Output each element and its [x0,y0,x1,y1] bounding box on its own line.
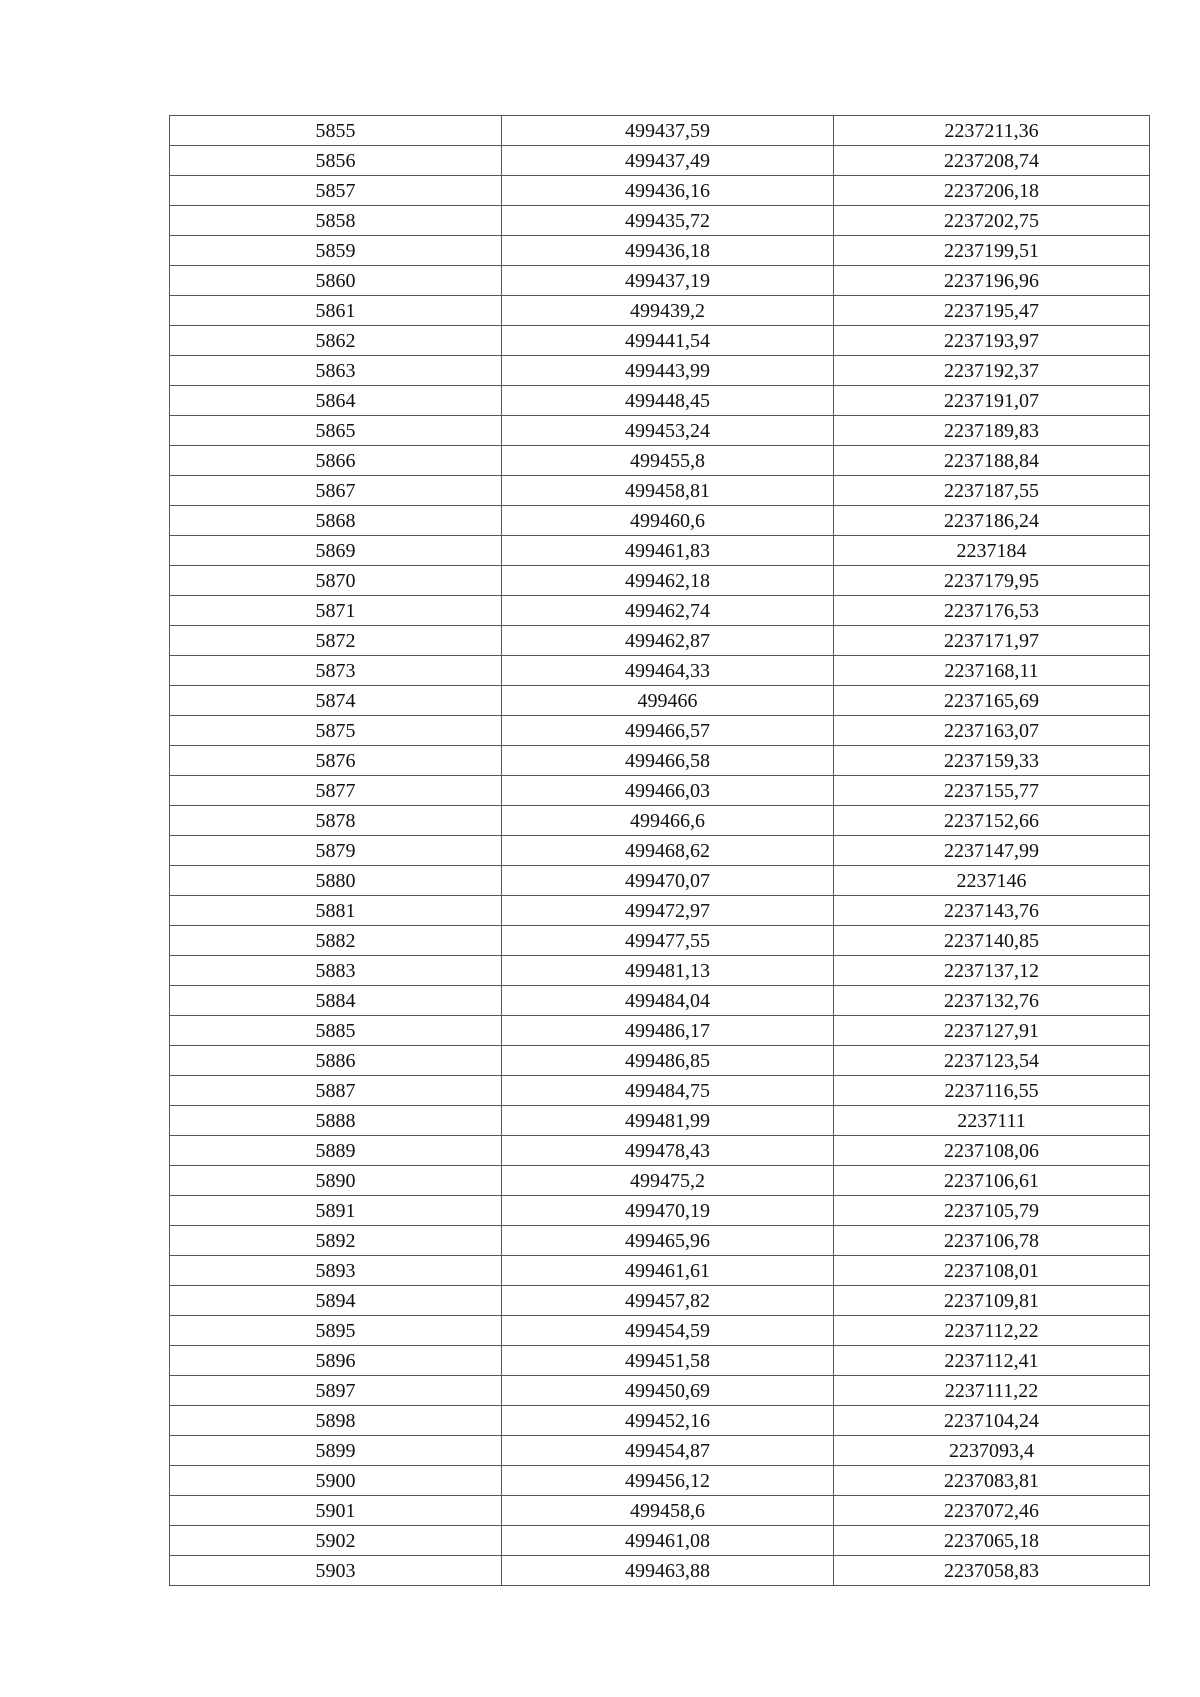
y-coordinate-cell: 2237159,33 [834,746,1150,776]
x-coordinate-cell: 499466,03 [502,776,834,806]
point-number-cell: 5857 [170,176,502,206]
x-coordinate-cell: 499443,99 [502,356,834,386]
y-coordinate-cell: 2237168,11 [834,656,1150,686]
table-row [170,716,1150,746]
y-coordinate-cell: 2237208,74 [834,146,1150,176]
point-number-cell: 5893 [170,1256,502,1286]
x-coordinate-cell: 499468,62 [502,836,834,866]
y-coordinate-cell: 2237108,01 [834,1256,1150,1286]
point-number-cell: 5898 [170,1406,502,1436]
x-coordinate-cell: 499453,24 [502,416,834,446]
x-coordinate-cell: 499466 [502,686,834,716]
table-row [170,1526,1150,1556]
y-coordinate-cell: 2237196,96 [834,266,1150,296]
y-coordinate-cell: 2237143,76 [834,896,1150,926]
x-coordinate-cell: 499470,19 [502,1196,834,1226]
point-number-cell: 5892 [170,1226,502,1256]
y-coordinate-cell: 2237127,91 [834,1016,1150,1046]
point-number-cell: 5903 [170,1556,502,1586]
table-row [170,566,1150,596]
y-coordinate-cell: 2237105,79 [834,1196,1150,1226]
point-number-cell: 5876 [170,746,502,776]
y-coordinate-cell: 2237187,55 [834,476,1150,506]
y-coordinate-cell: 2237116,55 [834,1076,1150,1106]
x-coordinate-cell: 499455,8 [502,446,834,476]
point-number-cell: 5860 [170,266,502,296]
table-row [170,1046,1150,1076]
point-number-cell: 5884 [170,986,502,1016]
x-coordinate-cell: 499454,87 [502,1436,834,1466]
point-number-cell: 5896 [170,1346,502,1376]
x-coordinate-cell: 499461,61 [502,1256,834,1286]
point-number-cell: 5886 [170,1046,502,1076]
table-row [170,806,1150,836]
point-number-cell: 5874 [170,686,502,716]
table-row [170,896,1150,926]
table-row [170,956,1150,986]
point-number-cell: 5889 [170,1136,502,1166]
x-coordinate-cell: 499458,6 [502,1496,834,1526]
table-row [170,1256,1150,1286]
table-row [170,1406,1150,1436]
table-row [170,986,1150,1016]
x-coordinate-cell: 499437,19 [502,266,834,296]
x-coordinate-cell: 499461,08 [502,1526,834,1556]
point-number-cell: 5885 [170,1016,502,1046]
y-coordinate-cell: 2237058,83 [834,1556,1150,1586]
table-row [170,326,1150,356]
x-coordinate-cell: 499435,72 [502,206,834,236]
table-row [170,1496,1150,1526]
x-coordinate-cell: 499457,82 [502,1286,834,1316]
y-coordinate-cell: 2237140,85 [834,926,1150,956]
table-row [170,1316,1150,1346]
table-row [170,1076,1150,1106]
point-number-cell: 5856 [170,146,502,176]
point-number-cell: 5859 [170,236,502,266]
x-coordinate-cell: 499484,04 [502,986,834,1016]
y-coordinate-cell: 2237112,41 [834,1346,1150,1376]
y-coordinate-cell: 2237189,83 [834,416,1150,446]
point-number-cell: 5868 [170,506,502,536]
table-row [170,926,1150,956]
point-number-cell: 5872 [170,626,502,656]
x-coordinate-cell: 499470,07 [502,866,834,896]
x-coordinate-cell: 499436,18 [502,236,834,266]
x-coordinate-cell: 499466,57 [502,716,834,746]
table-row [170,386,1150,416]
table-row [170,266,1150,296]
y-coordinate-cell: 2237163,07 [834,716,1150,746]
x-coordinate-cell: 499462,87 [502,626,834,656]
y-coordinate-cell: 2237202,75 [834,206,1150,236]
y-coordinate-cell: 2237065,18 [834,1526,1150,1556]
table-row [170,1466,1150,1496]
coordinates-table-body [170,116,1150,1586]
x-coordinate-cell: 499466,6 [502,806,834,836]
x-coordinate-cell: 499450,69 [502,1376,834,1406]
point-number-cell: 5901 [170,1496,502,1526]
table-row [170,836,1150,866]
x-coordinate-cell: 499486,17 [502,1016,834,1046]
table-row [170,1196,1150,1226]
x-coordinate-cell: 499454,59 [502,1316,834,1346]
x-coordinate-cell: 499465,96 [502,1226,834,1256]
y-coordinate-cell: 2237192,37 [834,356,1150,386]
table-row [170,176,1150,206]
table-row [170,1226,1150,1256]
point-number-cell: 5899 [170,1436,502,1466]
point-number-cell: 5879 [170,836,502,866]
table-row [170,1556,1150,1586]
point-number-cell: 5887 [170,1076,502,1106]
point-number-cell: 5881 [170,896,502,926]
y-coordinate-cell: 2237206,18 [834,176,1150,206]
table-row [170,116,1150,146]
x-coordinate-cell: 499462,74 [502,596,834,626]
x-coordinate-cell: 499475,2 [502,1166,834,1196]
table-row [170,596,1150,626]
x-coordinate-cell: 499472,97 [502,896,834,926]
point-number-cell: 5894 [170,1286,502,1316]
point-number-cell: 5883 [170,956,502,986]
x-coordinate-cell: 499437,49 [502,146,834,176]
y-coordinate-cell: 2237106,78 [834,1226,1150,1256]
y-coordinate-cell: 2237188,84 [834,446,1150,476]
y-coordinate-cell: 2237186,24 [834,506,1150,536]
y-coordinate-cell: 2237147,99 [834,836,1150,866]
table-row [170,1106,1150,1136]
x-coordinate-cell: 499436,16 [502,176,834,206]
coordinates-table [169,115,1150,1586]
point-number-cell: 5891 [170,1196,502,1226]
x-coordinate-cell: 499460,6 [502,506,834,536]
point-number-cell: 5890 [170,1166,502,1196]
table-row [170,236,1150,266]
table-row [170,146,1150,176]
point-number-cell: 5875 [170,716,502,746]
x-coordinate-cell: 499448,45 [502,386,834,416]
x-coordinate-cell: 499481,13 [502,956,834,986]
point-number-cell: 5865 [170,416,502,446]
y-coordinate-cell: 2237165,69 [834,686,1150,716]
table-row [170,296,1150,326]
y-coordinate-cell: 2237109,81 [834,1286,1150,1316]
table-row [170,1016,1150,1046]
point-number-cell: 5877 [170,776,502,806]
table-row [170,1286,1150,1316]
y-coordinate-cell: 2237193,97 [834,326,1150,356]
table-row [170,506,1150,536]
y-coordinate-cell: 2237137,12 [834,956,1150,986]
y-coordinate-cell: 2237104,24 [834,1406,1150,1436]
y-coordinate-cell: 2237108,06 [834,1136,1150,1166]
point-number-cell: 5867 [170,476,502,506]
point-number-cell: 5902 [170,1526,502,1556]
y-coordinate-cell: 2237184 [834,536,1150,566]
y-coordinate-cell: 2237112,22 [834,1316,1150,1346]
y-coordinate-cell: 2237132,76 [834,986,1150,1016]
point-number-cell: 5862 [170,326,502,356]
x-coordinate-cell: 499439,2 [502,296,834,326]
point-number-cell: 5900 [170,1466,502,1496]
x-coordinate-cell: 499441,54 [502,326,834,356]
table-row [170,206,1150,236]
point-number-cell: 5888 [170,1106,502,1136]
x-coordinate-cell: 499458,81 [502,476,834,506]
table-row [170,776,1150,806]
point-number-cell: 5863 [170,356,502,386]
table-row [170,1346,1150,1376]
x-coordinate-cell: 499452,16 [502,1406,834,1436]
y-coordinate-cell: 2237211,36 [834,116,1150,146]
x-coordinate-cell: 499464,33 [502,656,834,686]
table-row [170,686,1150,716]
x-coordinate-cell: 499463,88 [502,1556,834,1586]
y-coordinate-cell: 2237195,47 [834,296,1150,326]
point-number-cell: 5858 [170,206,502,236]
table-row [170,656,1150,686]
point-number-cell: 5895 [170,1316,502,1346]
y-coordinate-cell: 2237111,22 [834,1376,1150,1406]
table-row [170,1136,1150,1166]
table-row [170,1436,1150,1466]
table-row [170,626,1150,656]
point-number-cell: 5866 [170,446,502,476]
table-row [170,446,1150,476]
y-coordinate-cell: 2237179,95 [834,566,1150,596]
table-row [170,746,1150,776]
y-coordinate-cell: 2237111 [834,1106,1150,1136]
x-coordinate-cell: 499486,85 [502,1046,834,1076]
table-row [170,1376,1150,1406]
x-coordinate-cell: 499466,58 [502,746,834,776]
table-row [170,1166,1150,1196]
y-coordinate-cell: 2237083,81 [834,1466,1150,1496]
point-number-cell: 5882 [170,926,502,956]
y-coordinate-cell: 2237155,77 [834,776,1150,806]
table-row [170,866,1150,896]
point-number-cell: 5855 [170,116,502,146]
y-coordinate-cell: 2237072,46 [834,1496,1150,1526]
point-number-cell: 5870 [170,566,502,596]
point-number-cell: 5878 [170,806,502,836]
table-row [170,356,1150,386]
x-coordinate-cell: 499477,55 [502,926,834,956]
point-number-cell: 5869 [170,536,502,566]
point-number-cell: 5873 [170,656,502,686]
y-coordinate-cell: 2237106,61 [834,1166,1150,1196]
table-row [170,476,1150,506]
point-number-cell: 5897 [170,1376,502,1406]
y-coordinate-cell: 2237191,07 [834,386,1150,416]
point-number-cell: 5871 [170,596,502,626]
x-coordinate-cell: 499456,12 [502,1466,834,1496]
y-coordinate-cell: 2237199,51 [834,236,1150,266]
point-number-cell: 5861 [170,296,502,326]
y-coordinate-cell: 2237152,66 [834,806,1150,836]
x-coordinate-cell: 499451,58 [502,1346,834,1376]
y-coordinate-cell: 2237093,4 [834,1436,1150,1466]
point-number-cell: 5864 [170,386,502,416]
y-coordinate-cell: 2237176,53 [834,596,1150,626]
y-coordinate-cell: 2237171,97 [834,626,1150,656]
x-coordinate-cell: 499481,99 [502,1106,834,1136]
y-coordinate-cell: 2237123,54 [834,1046,1150,1076]
x-coordinate-cell: 499484,75 [502,1076,834,1106]
x-coordinate-cell: 499437,59 [502,116,834,146]
table-row [170,536,1150,566]
x-coordinate-cell: 499478,43 [502,1136,834,1166]
y-coordinate-cell: 2237146 [834,866,1150,896]
x-coordinate-cell: 499461,83 [502,536,834,566]
x-coordinate-cell: 499462,18 [502,566,834,596]
table-row [170,416,1150,446]
point-number-cell: 5880 [170,866,502,896]
